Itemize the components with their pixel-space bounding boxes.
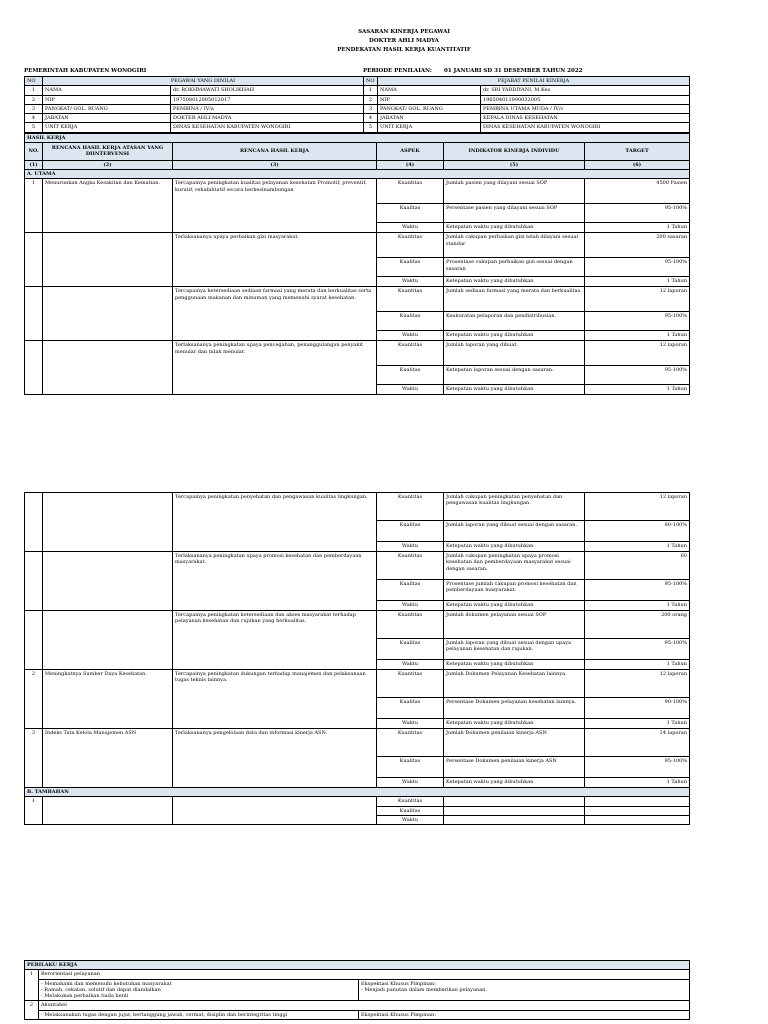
group-rencana: Tercapainya ketersediaan sediaan farmasi yang merata dan berkualitas serta penggunaan makanan dan minuman yang memenuhi syarat kesehatan. bbox=[173, 287, 377, 341]
expectation-label: Ekspektasi Khusus Pimpinan: bbox=[361, 1011, 436, 1018]
target-cell: 95-100% bbox=[585, 204, 690, 223]
hasil-kerja-row bbox=[25, 729, 690, 757]
perilaku-table bbox=[24, 960, 690, 1020]
perilaku-title: Akuntabel bbox=[39, 1001, 690, 1010]
iki-cell: Prosentase cakupan perbaikan gizi sesuai dengan sasaran bbox=[444, 258, 585, 277]
tambahan-target bbox=[585, 815, 690, 824]
hasil-kerja-row bbox=[25, 179, 690, 204]
page-1 bbox=[24, 76, 689, 395]
iki-cell: Ketepatan waktu yang dibutuhkan bbox=[444, 223, 585, 233]
iki-cell: Jumlah cakupan perbaikan gizi telah dilayani sesuai standar bbox=[444, 233, 585, 258]
perilaku-point: - Melaksanakan tugas dengan jujur, bertanggung jawab, cermat, disiplin dan berintegritas tinggi bbox=[41, 1011, 288, 1018]
pejabat-no: 3 bbox=[364, 104, 378, 113]
iki-cell: Jumlah Dokumen penilaian kinerja ASN bbox=[444, 729, 585, 757]
target-cell: 12 laporan bbox=[585, 287, 690, 312]
col-rencana: RENCANA HASIL KERJA bbox=[173, 142, 377, 160]
target-cell: 95-100% bbox=[585, 639, 690, 660]
aspek-cell: Kualitas bbox=[377, 757, 444, 778]
identity-no: 5 bbox=[25, 123, 43, 132]
tambahan-row bbox=[25, 797, 690, 806]
target-cell: 24 laporan bbox=[585, 729, 690, 757]
iki-cell: Keakuratan pelaporan dan pendistribusian. bbox=[444, 312, 585, 331]
identity-row bbox=[25, 86, 690, 95]
pejabat-value: PEMBINA UTAMA MUDA / IV/c bbox=[481, 104, 690, 113]
identity-row bbox=[25, 104, 690, 113]
hasil-kerja-row bbox=[25, 287, 690, 312]
perilaku-label: PERILAKU KERJA bbox=[25, 961, 690, 970]
target-cell: 60 bbox=[585, 552, 690, 580]
group-rencana: Tercapainya peningkatan penyehatan dan pengawasan kualitas lingkungan. bbox=[173, 493, 377, 552]
identity-no: 3 bbox=[25, 104, 43, 113]
group-no bbox=[25, 341, 43, 395]
iki-cell: Jumlah cakupan peningkatan penyehatan dan pengawasan kualitas lingkungan. bbox=[444, 493, 585, 521]
tambahan-target bbox=[585, 806, 690, 815]
target-cell: 4500 Pasien bbox=[585, 179, 690, 204]
target-cell: 1 Tahun bbox=[585, 277, 690, 287]
target-cell: 12 laporan bbox=[585, 341, 690, 366]
target-cell: 200 sasaran bbox=[585, 233, 690, 258]
pejabat-section-header: PEJABAT PENILAI KINERJA bbox=[378, 77, 690, 86]
identity-label: JABATAN bbox=[43, 114, 171, 123]
section-utama: A. UTAMA bbox=[25, 170, 690, 179]
group-no bbox=[25, 552, 43, 611]
iki-cell: Ketepatan waktu yang dibutuhkan bbox=[444, 660, 585, 670]
aspek-cell: Kualitas bbox=[377, 312, 444, 331]
col-aspek: ASPEK bbox=[377, 142, 444, 160]
group-atasan bbox=[43, 493, 173, 552]
iki-cell: Jumlah cakupan peningkatan upaya promosi kesehatan dan pemberdayaan masyarakat sesuai dengan sasaran. bbox=[444, 552, 585, 580]
iki-cell: Persentase pasien yang dilayani sesuai SOP bbox=[444, 204, 585, 223]
tambahan-iki bbox=[444, 815, 585, 824]
pejabat-label: JABATAN bbox=[378, 114, 481, 123]
page-2 bbox=[24, 492, 689, 825]
identity-no: 1 bbox=[25, 86, 43, 95]
iki-cell: Ketepatan waktu yang dibutuhkan bbox=[444, 719, 585, 729]
aspek-cell: Kualitas bbox=[377, 698, 444, 719]
pegawai-section-header: PEGAWAI YANG DINILAI bbox=[43, 77, 364, 86]
iki-cell: Jumlah dokumen pelayanan sesuai SOP bbox=[444, 611, 585, 639]
aspek-cell: Kuantitas bbox=[377, 552, 444, 580]
target-cell: 1 Tahun bbox=[585, 542, 690, 552]
iki-cell: Ketepatan waktu yang dibutuhkan bbox=[444, 331, 585, 341]
target-cell: 1 Tahun bbox=[585, 385, 690, 395]
pejabat-value: DINAS KESEHATAN KABUPATEN WONOGIRI bbox=[481, 123, 690, 132]
tambahan-aspek: Kualitas bbox=[377, 806, 444, 815]
perilaku-point: - Memahami dan memenuhi kebutuhan masyarakat bbox=[41, 980, 172, 987]
hasil-kerja-label: HASIL KERJA bbox=[25, 133, 690, 142]
identity-no: 4 bbox=[25, 114, 43, 123]
perilaku-expectation bbox=[359, 1010, 690, 1019]
target-cell: 1 Tahun bbox=[585, 660, 690, 670]
group-no: 2 bbox=[25, 670, 43, 729]
identity-row bbox=[25, 95, 690, 104]
pejabat-no: 4 bbox=[364, 114, 378, 123]
page-3 bbox=[24, 960, 689, 1020]
col-atasan: RENCANA HASIL KERJA ATASAN YANG DIINTERVENSI bbox=[43, 142, 173, 160]
aspek-cell: Kuantitas bbox=[377, 611, 444, 639]
aspek-cell: Kualitas bbox=[377, 258, 444, 277]
target-cell: 12 laporan bbox=[585, 493, 690, 521]
pejabat-label: NAMA bbox=[378, 86, 481, 95]
doc-title-line1: SASARAN KINERJA PEGAWAI bbox=[358, 29, 450, 35]
group-rencana: Terlaksananya pengelolaan data dan informasi kinerja ASN. bbox=[173, 729, 377, 788]
target-cell: 90-100% bbox=[585, 698, 690, 719]
tambahan-no: 1 bbox=[25, 797, 43, 825]
doc-title-line3: PENDEKATAN HASIL KERJA KUANTITATIF bbox=[337, 46, 471, 53]
perilaku-point: - Ramah, cekatan, solutif dan dapat diandalkan bbox=[41, 986, 161, 993]
target-cell: 95-100% bbox=[585, 258, 690, 277]
iki-cell: Jumlah laporan yang dibuat sesuai dengan upaya pelayanan kesehatan dan rujukan. bbox=[444, 639, 585, 660]
iki-cell: Persentase Dokumen pelayanan kesehatan lainnya. bbox=[444, 698, 585, 719]
identity-no: 2 bbox=[25, 95, 43, 104]
aspek-cell: Waktu bbox=[377, 660, 444, 670]
colnum-2: (2) bbox=[43, 160, 173, 169]
identity-row bbox=[25, 123, 690, 132]
pejabat-value: dr. SRI YARDIYANI, M.Kes bbox=[481, 86, 690, 95]
iki-cell: Ketepatan waktu yang dibutuhkan bbox=[444, 277, 585, 287]
target-cell: 80-100% bbox=[585, 521, 690, 542]
iki-cell: Prosentase jumlah cakupan promosi kesehatan dan pemberdayaan masyarakat. bbox=[444, 580, 585, 601]
tambahan-atasan bbox=[43, 797, 173, 825]
hasil-kerja-row bbox=[25, 233, 690, 258]
hasil-kerja-table-page1 bbox=[24, 133, 690, 396]
aspek-cell: Kualitas bbox=[377, 639, 444, 660]
identity-rows bbox=[25, 86, 690, 132]
aspek-cell: Waktu bbox=[377, 601, 444, 611]
perilaku-no: 2 bbox=[25, 1001, 39, 1020]
period-value: 01 JANUARI SD 31 DESEMBER TAHUN 2022 bbox=[444, 68, 583, 74]
pejabat-value: 196504011990032005 bbox=[481, 95, 690, 104]
perilaku-title-row bbox=[25, 1001, 690, 1010]
aspek-cell: Waktu bbox=[377, 331, 444, 341]
pejabat-label: UNIT KERJA bbox=[378, 123, 481, 132]
iki-cell: Jumlah laporan yang dibuat sesuai dengan sasaran. bbox=[444, 521, 585, 542]
group-no: 3 bbox=[25, 729, 43, 788]
identity-label: NAMA bbox=[43, 86, 171, 95]
tambahan-rencana bbox=[173, 797, 377, 825]
identity-value: DOKTER AHLI MADYA bbox=[171, 114, 364, 123]
aspek-cell: Kuantitas bbox=[377, 493, 444, 521]
pejabat-no: 2 bbox=[364, 95, 378, 104]
target-cell: 1 Tahun bbox=[585, 601, 690, 611]
aspek-cell: Kuantitas bbox=[377, 341, 444, 366]
group-atasan bbox=[43, 341, 173, 395]
perilaku-detail-row bbox=[25, 1010, 690, 1019]
target-cell: 200 orang bbox=[585, 611, 690, 639]
identity-table bbox=[24, 76, 690, 133]
aspek-cell: Kualitas bbox=[377, 521, 444, 542]
target-cell: 1 Tahun bbox=[585, 719, 690, 729]
target-cell: 95-100% bbox=[585, 580, 690, 601]
identity-value: PEMBINA / IV/a bbox=[171, 104, 364, 113]
group-rencana: Terlaksananya peningkatan upaya pencegahan, penanggulangan penyakit menular dan tidak menular. bbox=[173, 341, 377, 395]
hasil-kerja-row bbox=[25, 611, 690, 639]
expectation-value: - Menjadi panutan dalam memberikan pelayanan. bbox=[361, 986, 487, 993]
tambahan-aspek: Kuantitas bbox=[377, 797, 444, 806]
document-title-block bbox=[24, 28, 768, 54]
identity-value: 197508012005012017 bbox=[171, 95, 364, 104]
col-target: TARGET bbox=[585, 142, 690, 160]
perilaku-points bbox=[39, 979, 359, 1001]
pejabat-no: 5 bbox=[364, 123, 378, 132]
perilaku-point: - Melakukan perbaikan tiada henti bbox=[41, 993, 129, 999]
aspek-cell: Waktu bbox=[377, 223, 444, 233]
group-atasan: Menurunkan Angka Kesakitan dan Kematian. bbox=[43, 179, 173, 233]
group-rencana: Tercapainya peningkatan ketersediaan dan akses masyarakat terhadap pelayanan kesehatan dan rujukan yang berkualitas. bbox=[173, 611, 377, 670]
perilaku-title: Berorientasi pelayanan bbox=[39, 970, 690, 979]
aspek-cell: Kualitas bbox=[377, 580, 444, 601]
no-header-right: NO bbox=[364, 77, 378, 86]
iki-cell: Ketepatan waktu yang dibutuhkan bbox=[444, 601, 585, 611]
aspek-cell: Waktu bbox=[377, 542, 444, 552]
colnum-3: (3) bbox=[173, 160, 377, 169]
target-cell: 95-100% bbox=[585, 757, 690, 778]
colnum-6: (6) bbox=[585, 160, 690, 169]
group-no bbox=[25, 493, 43, 552]
period-label: PERIODE PENILAIAN: bbox=[363, 68, 432, 74]
tambahan-aspek: Waktu bbox=[377, 815, 444, 824]
perilaku-points bbox=[39, 1010, 359, 1019]
iki-cell: Ketepatan waktu yang dibutuhkan bbox=[444, 385, 585, 395]
group-atasan bbox=[43, 611, 173, 670]
iki-cell: Ketepatan waktu yang dibutuhkan bbox=[444, 542, 585, 552]
pejabat-no: 1 bbox=[364, 86, 378, 95]
iki-cell: Jumlah sediaan farmasi yang merata dan berkualitas. bbox=[444, 287, 585, 312]
aspek-cell: Kuantitas bbox=[377, 729, 444, 757]
hasil-kerja-row bbox=[25, 552, 690, 580]
group-atasan: Indeks Tata Kelola Manajemen ASN bbox=[43, 729, 173, 788]
pejabat-label: PANGKAT/ GOL. RUANG bbox=[378, 104, 481, 113]
hasil-kerja-row bbox=[25, 493, 690, 521]
tambahan-iki bbox=[444, 806, 585, 815]
col-iki: INDIKATOR KINERJA INDIVIDU bbox=[444, 142, 585, 160]
aspek-cell: Kuantitas bbox=[377, 179, 444, 204]
group-no: 1 bbox=[25, 179, 43, 233]
hasil-kerja-row bbox=[25, 670, 690, 698]
section-tambahan: B. TAMBAHAN bbox=[25, 788, 690, 797]
group-no bbox=[25, 233, 43, 287]
aspek-cell: Waktu bbox=[377, 277, 444, 287]
identity-label: NIP bbox=[43, 95, 171, 104]
group-atasan bbox=[43, 287, 173, 341]
no-header: NO bbox=[25, 77, 43, 86]
aspek-cell: Kuantitas bbox=[377, 233, 444, 258]
aspek-cell: Kuantitas bbox=[377, 287, 444, 312]
perilaku-expectation bbox=[359, 979, 690, 1001]
group-no bbox=[25, 287, 43, 341]
iki-cell: Persentase Dokumen penilaian kinerja ASN bbox=[444, 757, 585, 778]
group-atasan: Meningkatnya Sumber Daya Kesehatan. bbox=[43, 670, 173, 729]
expectation-label: Ekspektasi Khusus Pimpinan: bbox=[361, 980, 436, 987]
target-cell: 95-100% bbox=[585, 312, 690, 331]
group-atasan bbox=[43, 233, 173, 287]
identity-label: UNIT KERJA bbox=[43, 123, 171, 132]
iki-cell: Ketepatan waktu yang dibutuhkan bbox=[444, 778, 585, 788]
hasil-kerja-table-page2 bbox=[24, 492, 690, 825]
identity-label: PANGKAT/ GOL. RUANG bbox=[43, 104, 171, 113]
target-cell: 95-100% bbox=[585, 366, 690, 385]
target-cell: 1 Tahun bbox=[585, 778, 690, 788]
perilaku-rows bbox=[25, 970, 690, 1020]
tambahan-target bbox=[585, 797, 690, 806]
tambahan-iki bbox=[444, 797, 585, 806]
col-no: NO. bbox=[25, 142, 43, 160]
pejabat-value: KEPALA DINAS KESEHATAN bbox=[481, 114, 690, 123]
perilaku-title-row bbox=[25, 970, 690, 979]
agency-name: PEMERINTAH KABUPATEN WONOGIRI bbox=[24, 68, 147, 74]
iki-cell: Jumlah Dokumen Pelayanan Kesehatan lainnya. bbox=[444, 670, 585, 698]
iki-cell: Jumlah laporan yang dibuat. bbox=[444, 341, 585, 366]
pejabat-label: NIP bbox=[378, 95, 481, 104]
group-rencana: Terlaksananya peningkatan upaya promosi kesehatan dan pemberdayaan masyarakat. bbox=[173, 552, 377, 611]
page1-rows bbox=[25, 179, 690, 395]
group-rencana: Terlaksananya upaya perbaikan gizi masyarakat. bbox=[173, 233, 377, 287]
iki-cell: Jumlah pasien yang dilayani sesuai SOP bbox=[444, 179, 585, 204]
identity-value: DINAS KESEHATAN KABUPATEN WONOGIRI bbox=[171, 123, 364, 132]
identity-row bbox=[25, 114, 690, 123]
group-rencana: Tercapainya peningkatan dukungan terhadap manajemen dan pelaksanaan tugas teknis lainnya. bbox=[173, 670, 377, 729]
iki-cell: Ketepatan laporan sesuai dengan sasaran. bbox=[444, 366, 585, 385]
aspek-cell: Waktu bbox=[377, 385, 444, 395]
group-atasan bbox=[43, 552, 173, 611]
aspek-cell: Kualitas bbox=[377, 204, 444, 223]
page2-rows bbox=[25, 493, 690, 788]
perilaku-detail-row bbox=[25, 979, 690, 1001]
tambahan-rows bbox=[25, 797, 690, 825]
group-rencana: Tercapainya peningkatan kualitas pelayanan kesehatan Promotif, preventif, kuratif, rehabilitatif secara berkesinambungan bbox=[173, 179, 377, 233]
aspek-cell: Kualitas bbox=[377, 366, 444, 385]
target-cell: 1 Tahun bbox=[585, 223, 690, 233]
identity-value: dr. ROKHMAWATI SHOLIKHAH bbox=[171, 86, 364, 95]
perilaku-no: 1 bbox=[25, 970, 39, 1001]
colnum-1: (1) bbox=[25, 160, 43, 169]
doc-title-line2: DOKTER AHLI MADYA bbox=[369, 37, 439, 44]
target-cell: 12 laporan bbox=[585, 670, 690, 698]
hasil-kerja-row bbox=[25, 341, 690, 366]
colnum-5: (5) bbox=[444, 160, 585, 169]
colnum-4: (4) bbox=[377, 160, 444, 169]
group-no bbox=[25, 611, 43, 670]
aspek-cell: Kuantitas bbox=[377, 670, 444, 698]
aspek-cell: Waktu bbox=[377, 778, 444, 788]
aspek-cell: Waktu bbox=[377, 719, 444, 729]
target-cell: 1 Tahun bbox=[585, 331, 690, 341]
